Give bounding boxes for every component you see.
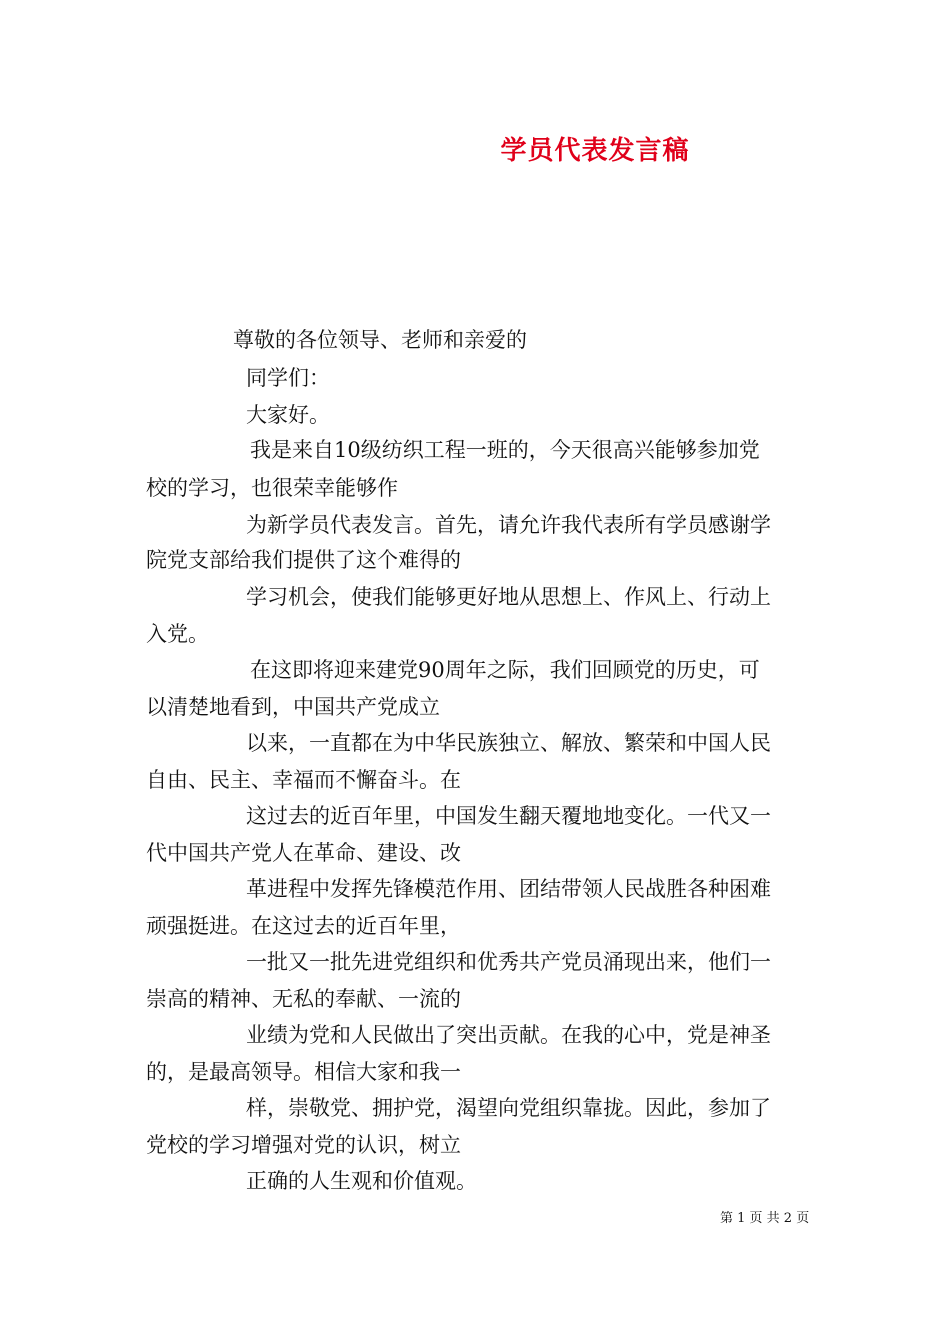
text-line: 以清楚地看到，中国共产党成立 [146, 695, 440, 719]
text-line: 样，崇敬党、拥护党，渴望向党组织靠拢。因此，参加了 [246, 1096, 771, 1120]
text-line: 入党。 [146, 622, 209, 646]
text-line: 党校的学习增强对党的认识，树立 [146, 1133, 461, 1157]
text-line: 正确的人生观和价值观。 [246, 1169, 477, 1193]
text-line: 崇高的精神、无私的奉献、一流的 [146, 987, 461, 1011]
document-title: 学员代表发言稿 [500, 136, 690, 166]
text-line: 这过去的近百年里，中国发生翻天覆地地变化。一代又一 [246, 804, 771, 828]
text-line: 一批又一批先进党组织和优秀共产党员涌现出来，他们一 [246, 950, 771, 974]
text-line: 业绩为党和人民做出了突出贡献。在我的心中，党是神圣 [246, 1023, 771, 1047]
text-line: 自由、民主、幸福而不懈奋斗。在 [146, 768, 461, 792]
text-line: 以来，一直都在为中华民族独立、解放、繁荣和中国人民 [246, 731, 771, 755]
text-line: 学习机会，使我们能够更好地从思想上、作风上、行动上 [246, 585, 771, 609]
text-line: 代中国共产党人在革命、建设、改 [146, 841, 461, 865]
text-line: 顽强挺进。在这过去的近百年里， [146, 914, 461, 938]
text-line: 的，是最高领导。相信大家和我一 [146, 1060, 461, 1084]
text-line: 校的学习，也很荣幸能够作 [146, 476, 398, 500]
text-line: 我是来自10级纺织工程一班的，今天很高兴能够参加党 [250, 438, 760, 462]
page-number: 第 1 页 共 2 页 [720, 1211, 810, 1226]
text-line: 同学们： [246, 366, 330, 390]
text-line: 在这即将迎来建党90周年之际，我们回顾党的历史，可 [250, 658, 760, 682]
text-line: 革进程中发挥先锋模范作用、团结带领人民战胜各种困难 [246, 877, 771, 901]
text-line: 大家好。 [246, 403, 330, 427]
text-line: 尊敬的各位领导、老师和亲爱的 [233, 328, 527, 352]
text-line: 为新学员代表发言。首先，请允许我代表所有学员感谢学 [246, 513, 771, 537]
text-line: 院党支部给我们提供了这个难得的 [146, 548, 461, 572]
